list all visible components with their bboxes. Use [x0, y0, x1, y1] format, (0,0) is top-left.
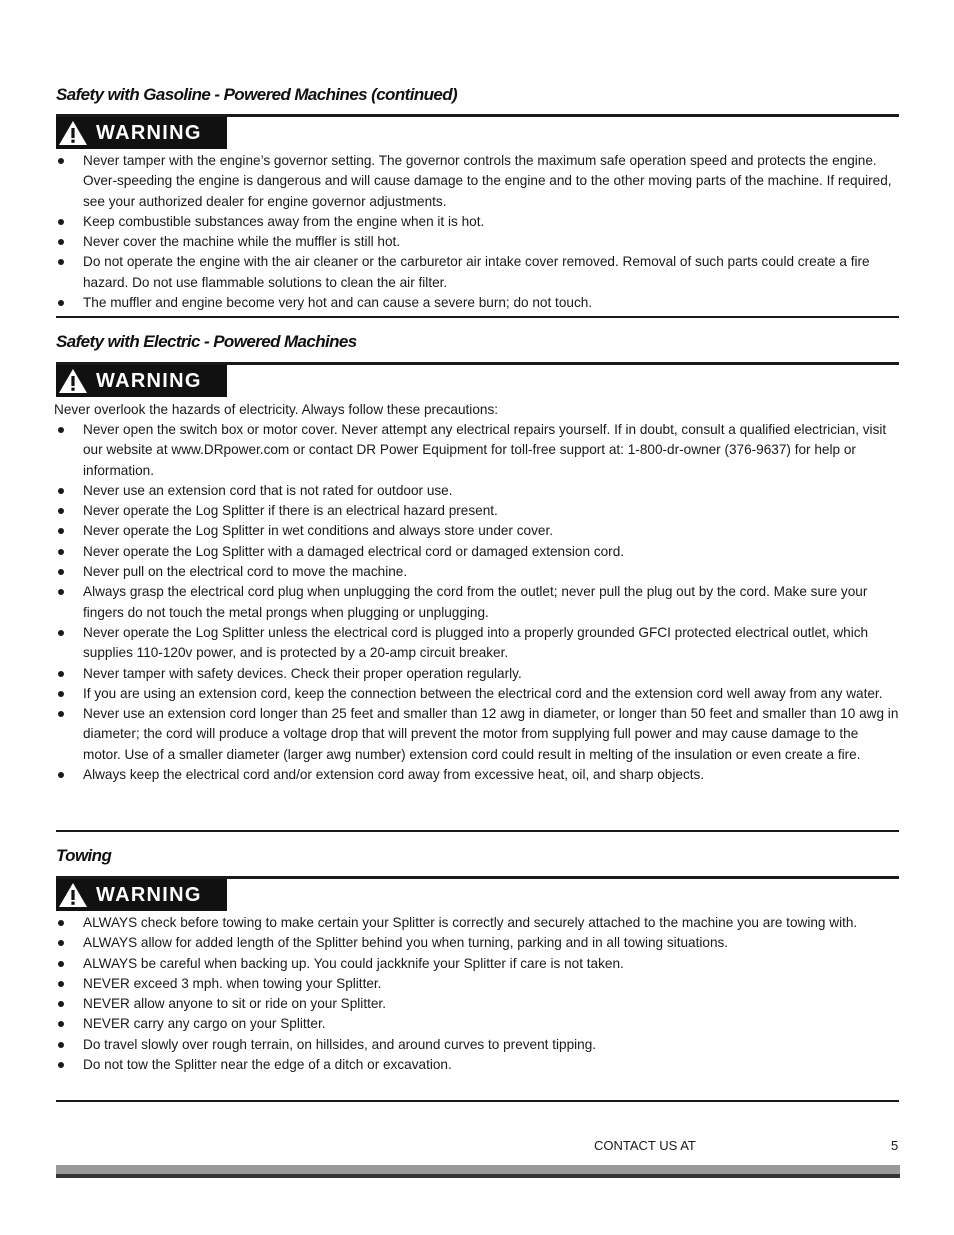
- list-item: Never operate the Log Splitter if there is an electrical hazard present.: [56, 501, 899, 521]
- list-item: Do not tow the Splitter near the edge of a ditch or excavation.: [56, 1055, 899, 1075]
- list-item: Do travel slowly over rough terrain, on hillsides, and around curves to prevent tipping.: [56, 1035, 899, 1055]
- page-number: 5: [891, 1138, 899, 1153]
- list-item: Never tamper with safety devices. Check their proper operation regularly.: [56, 664, 899, 684]
- warning-list: [56, 913, 899, 1075]
- warning-triangle-icon: [58, 120, 88, 146]
- warning-list: [56, 420, 899, 785]
- list-item: Do not operate the engine with the air cleaner or the carburetor air intake cover removed. Removal of such parts could create a fire hazard. Do not use flammable solutions to clean the air filter.: [56, 252, 899, 293]
- list-item: Always grasp the electrical cord plug when unplugging the cord from the outlet; never pull the plug out by the cord. Make sure your fingers do not touch the metal prongs when plugging or unplugging.: [56, 582, 899, 623]
- list-item: NEVER allow anyone to sit or ride on your Splitter.: [56, 994, 899, 1014]
- list-item: Always keep the electrical cord and/or extension cord away from excessive heat, oil, and sharp objects.: [56, 765, 899, 785]
- warning-label: WARNING: [96, 122, 202, 144]
- intro-text: Never overlook the hazards of electricity. Always follow these precautions:: [54, 402, 499, 417]
- warning-triangle-icon: [58, 882, 88, 908]
- list-item: Never operate the Log Splitter with a damaged electrical cord or damaged extension cord.: [56, 542, 899, 562]
- warning-label: WARNING: [96, 370, 202, 392]
- list-item: If you are using an extension cord, keep the connection between the electrical cord and the extension cord well away from any water.: [56, 684, 899, 704]
- warning-badge: [56, 879, 227, 911]
- list-item: Never use an extension cord longer than 25 feet and smaller than 12 awg in diameter, or longer than 50 feet and smaller than 10 awg in diameter; the cord will produce a voltage drop that will prevent the motor from supplying full power and may cause damage to the motor. Use of a smaller diameter (larger awg number) extension cord could result in melting of the insulation or even create a fire.: [56, 704, 899, 765]
- section-divider: [56, 1100, 899, 1102]
- list-item: ALWAYS allow for added length of the Splitter behind you when turning, parking and in all towing situations.: [56, 933, 899, 953]
- list-item: ALWAYS be careful when backing up. You could jackknife your Splitter if care is not taken.: [56, 954, 899, 974]
- warning-bar: [56, 362, 899, 397]
- footer-bar: [56, 1165, 900, 1178]
- footer-contact: CONTACT US AT: [594, 1138, 696, 1153]
- list-item: Keep combustible substances away from the engine when it is hot.: [56, 212, 899, 232]
- list-item: NEVER carry any cargo on your Splitter.: [56, 1014, 899, 1034]
- warning-list: [56, 151, 899, 313]
- warning-label: WARNING: [96, 884, 202, 906]
- list-item: The muffler and engine become very hot and can cause a severe burn; do not touch.: [56, 293, 899, 313]
- section-title: Safety with Gasoline - Powered Machines (continued): [56, 85, 458, 104]
- warning-bar: [56, 114, 899, 149]
- list-item: Never open the switch box or motor cover. Never attempt any electrical repairs yourself. If in doubt, consult a qualified electrician, visit our website at www.DRpower.com or contact DR Power Equipment for toll-free support at: 1-800-dr-owner (376-9637) for help or information.: [56, 420, 899, 481]
- section-title: Towing: [56, 846, 112, 865]
- warning-bar: [56, 876, 899, 911]
- section-divider: [56, 830, 899, 832]
- list-item: ALWAYS check before towing to make certain your Splitter is correctly and securely attached to the machine you are towing with.: [56, 913, 899, 933]
- section-title: Safety with Electric - Powered Machines: [56, 332, 357, 351]
- list-item: NEVER exceed 3 mph. when towing your Splitter.: [56, 974, 899, 994]
- warning-badge: [56, 365, 227, 397]
- section-divider: [56, 316, 899, 318]
- list-item: Never use an extension cord that is not rated for outdoor use.: [56, 481, 899, 501]
- warning-triangle-icon: [58, 368, 88, 394]
- list-item: Never cover the machine while the muffler is still hot.: [56, 232, 899, 252]
- list-item: Never tamper with the engine’s governor setting. The governor controls the maximum safe operation speed and protects the engine. Over-speeding the engine is dangerous and will cause damage to the engine and to the other moving parts of the machine. If required, see your authorized dealer for engine governor adjustments.: [56, 151, 899, 212]
- list-item: Never pull on the electrical cord to move the machine.: [56, 562, 899, 582]
- list-item: Never operate the Log Splitter unless the electrical cord is plugged into a properly grounded GFCI protected electrical outlet, which supplies 110-120v power, and is protected by a 20-amp circuit breaker.: [56, 623, 899, 664]
- warning-badge: [56, 117, 227, 149]
- list-item: Never operate the Log Splitter in wet conditions and always store under cover.: [56, 521, 899, 541]
